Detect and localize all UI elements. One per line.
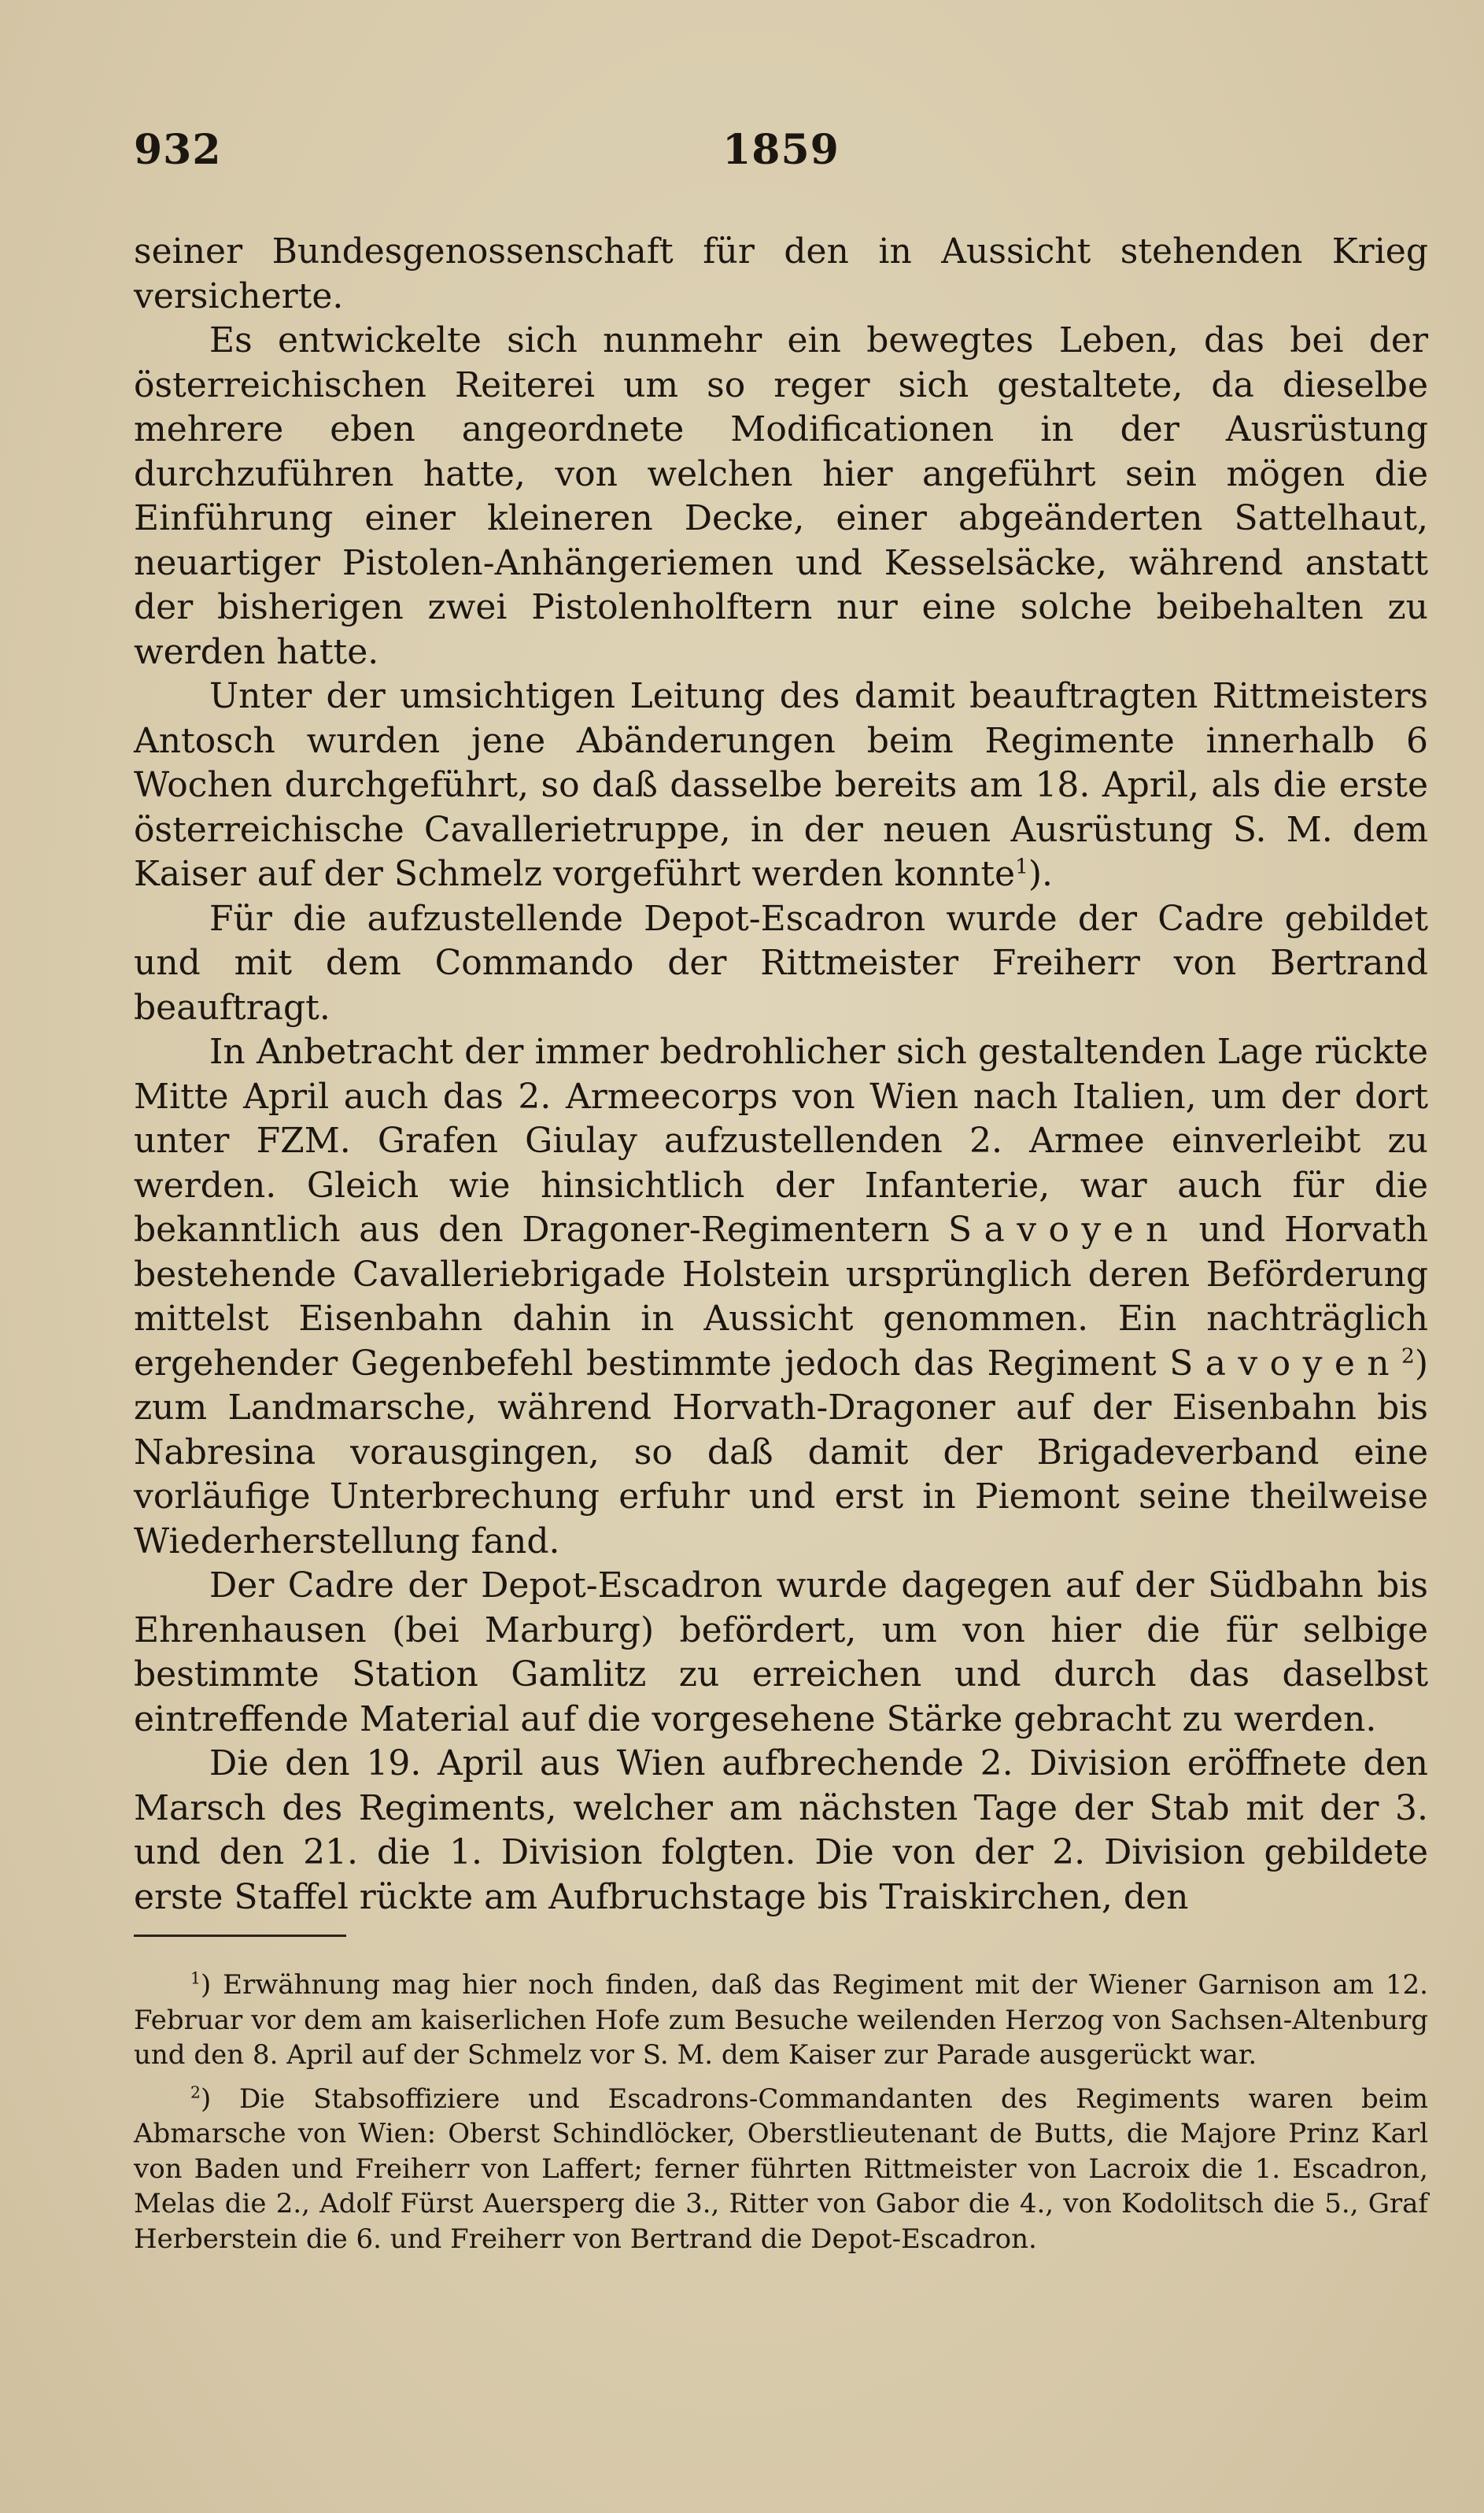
paragraph-7: Die den 19. April aus Wien aufbrechende 2. Division eröffnete den Marsch des Regiments, welcher am nächsten Tage der Stab mit der 3. und den 21. die 1. Division folgten. Die von der 2. Division gebildete erste Staffel rückte am Aufbruchstage bis Traiskirchen, den <box>134 1743 1428 1917</box>
footnote-ref-1: 1 <box>1015 854 1028 879</box>
paragraph-5-text-c: ) zum Landmarsche, während Horvath-Dragoner auf der Eisenbahn bis Nabresina vorausgingen, so daß damit der Brigadeverband eine vorläufige Unterbrechung erfuhr und erst in Piemont seine theilweise Wiederherstellung fand. <box>134 1343 1428 1561</box>
footnote-2-mark: 2 <box>190 2082 201 2102</box>
page-header <box>134 126 1428 189</box>
paragraph-5-text-b: und Horvath bestehende Cavalleriebrigade Holstein ursprünglich deren Beförderung mittelst Eisenbahn dahin in Aussicht genommen. Ein nachträglich ergehender Gegenbefehl bestimmte jedoch das Regiment <box>134 1210 1428 1384</box>
footnote-1-mark: 1 <box>190 1968 201 1988</box>
paragraph-3-end: ). <box>1028 854 1054 894</box>
footnote-divider <box>134 1935 346 1937</box>
footnote-2 <box>134 2082 1428 2257</box>
page-number: 932 <box>134 126 222 174</box>
paragraph-4: Für die aufzustellende Depot-Escadron wurde der Cadre gebildet und mit dem Commando der Rittmeister Freiherr von Bertrand beauftragt. <box>134 898 1428 1028</box>
main-text <box>134 230 1428 1920</box>
paragraph-5-text-a: In Anbetracht der immer bedrohlicher sich gestaltenden Lage rückte Mitte April auch das 2. Armeecorps von Wien nach Italien, um der dort unter FZM. Grafen Giulay aufzustellenden 2. Armee einverleibt zu werden. Gleich wie hinsichtlich der Infanterie, war auch für die bekanntlich aus den Dragoner-Regimentern <box>134 1032 1428 1250</box>
paragraph-3-text: Unter der umsichtigen Leitung des damit beauftragten Rittmeisters Antosch wurden jene Abänderungen beim Regimente innerhalb 6 Wochen durchgeführt, so daß dasselbe bereits am 18. April, als die erste österreichische Cavallerietruppe, in der neuen Ausrüstung S. M. dem Kaiser auf der Schmelz vorgeführt werden konnte <box>134 676 1428 894</box>
footnote-2-text: ) Die Stabsoffiziere und Escadrons-Commandanten des Regiments waren beim Abmarsche von Wien: Oberst Schindlöcker, Oberstlieutenant de Butts, die Majore Prinz Karl von Baden und Freiherr von Laffert; ferner führten Rittmeister von Lacroix die 1. Escadron, Melas die 2., Adolf Fürst Auersperg die 3., Ritter von Gabor die 4., von Kodolitsch die 5., Graf Herberstein die 6. und Freiherr von Bertrand die Depot-Escadron. <box>134 2082 1428 2255</box>
footnote-ref-2: 2 <box>1401 1343 1415 1368</box>
footnote-1-text: ) Erwähnung mag hier noch finden, daß das Regiment mit der Wiener Garnison am 12. Februar vor dem am kaiserlichen Hofe zum Besuche weilenden Herzog von Sachsen-Altenburg und den 8. April auf der Schmelz vor S. M. dem Kaiser zur Parade ausgerückt war. <box>134 1969 1428 2071</box>
paragraph-3 <box>134 674 1428 897</box>
regiment-name-savoyen-2: Savoyen <box>1169 1343 1402 1384</box>
paragraph-6: Der Cadre der Depot-Escadron wurde dagegen auf der Südbahn bis Ehrenhausen (bei Marburg) befördert, um von hier die für selbige bestimmte Station Gamlitz zu erreichen und durch das daselbst eintreffende Material auf die vorgesehene Stärke gebracht zu werden. <box>134 1565 1428 1739</box>
paragraph-1: seiner Bundesgenossenschaft für den in Aussicht stehenden Krieg versicherte. <box>134 231 1428 316</box>
footnote-1 <box>134 1968 1428 2073</box>
paragraph-5 <box>134 1030 1428 1564</box>
footnotes <box>134 1968 1428 2265</box>
regiment-name-savoyen: Savoyen <box>948 1210 1180 1250</box>
paragraph-2: Es entwickelte sich nunmehr ein bewegtes Leben, das bei der österreichischen Reiterei um so reger sich gestaltete, da dieselbe mehrere eben angeordnete Modificationen in der Ausrüstung durchzuführen hatte, von welchen hier angeführt sein mögen die Einführung einer kleineren Decke, einer abgeänderten Sattelhaut, neuartiger Pistolen-Anhängeriemen und Kesselsäcke, während anstatt der bisherigen zwei Pistolenholftern nur eine solche beibehalten zu werden hatte. <box>134 320 1428 672</box>
running-title: 1859 <box>722 126 840 174</box>
